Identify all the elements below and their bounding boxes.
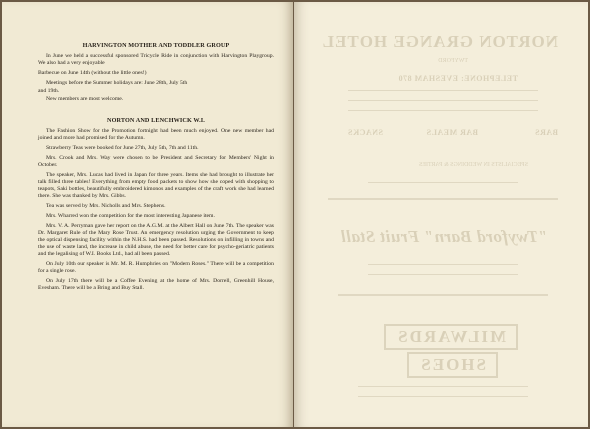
left-page: [2, 2, 293, 427]
paragraph: and 19th.: [38, 88, 60, 94]
paragraph: The speaker, Mrs. Lucas had lived in Japan for three years. Items she had brought to illustrate her talk filled three tables! Everything from empty food packets to show how she coped with shopping to teapots, Saki bottles, beautifully embroidered kimonos and examples of the craft work she had learned there. She was thanked by Mrs. Gibbs.: [38, 172, 274, 199]
paragraph: On July 10th our speaker is Mr. M. R. Humphries on "Modern Roses." There will be a competition for a single rose.: [38, 260, 274, 274]
paragraph: Tea was served by Mrs. Nicholls and Mrs. Stephens.: [46, 202, 166, 209]
paragraph: Mrs. V. A. Perryman gave her report on the A.G.M. at the Albert Hall on June 7th. The speaker was Dr. Margaret Rule of the Mary Rose Trust. An emergency resolution urging the Government to keep the optical dispensing facility within the N.H.S. had been passed. Resolutions on infilling in towns and the use of waste land, the increase in child abuse, the need for better care for psycho-geriatric patients and the legalising of W.I. Books Ltd., had all been passed.: [38, 223, 274, 257]
right-page-show-through: [294, 2, 588, 427]
newsletter-column: [38, 42, 274, 295]
paragraph: Meetings before the Summer holidays are: June 28th, July 5th: [46, 80, 188, 87]
show-through-text: NORTON GRANGE HOTEL: [321, 32, 558, 51]
paragraph: New members are most welcome.: [46, 95, 124, 102]
section-heading-norton-wi: NORTON AND LENCHWICK W.I.: [107, 117, 205, 124]
show-through-text: BAR MEALS: [426, 128, 478, 137]
section-heading-mother-toddler: HARVINGTON MOTHER AND TODDLER GROUP: [82, 42, 230, 49]
right-page: [294, 2, 588, 427]
show-through-text: SNACKS: [347, 128, 383, 137]
show-through-text: MILWARDS: [384, 324, 518, 350]
paragraph: The Fashion Show for the Promotion fortnight had been much enjoyed. One new member had joined and more had promised for the Autumn.: [38, 128, 274, 141]
paragraph: Strawberry Teas were booked for June 27th, July 5th, 7th and 11th.: [46, 145, 199, 151]
show-through-text: TWYFORD: [438, 58, 468, 64]
show-through-text: TELEPHONE: EVESHAM 870: [398, 74, 518, 83]
paragraph: Mrs. Crook and Mrs. Way were chosen to be President and Secretary for Members' Night in October.: [38, 155, 274, 168]
show-through-text: SHOES: [407, 352, 498, 378]
show-through-text: "Twyford Barn" Fruit Stall: [340, 227, 548, 246]
paragraph: Mrs. Wharred won the competition for the most interesting Japanese item.: [46, 213, 215, 219]
paragraph: On July 17th there will be a Coffee Evening at the home of Mrs. Dorrell, Greenhill House, Evesham. There will be a Bring and Buy Stall.: [38, 277, 274, 291]
show-through-text: SPECIALISTS IN WEDDINGS & PARTIES: [419, 162, 528, 168]
show-through-text: BARS: [534, 128, 558, 137]
paragraph: Barbecue on June 14th (without the little ones!): [38, 70, 147, 76]
paragraph: In June we held a successful sponsored Tricycle Ride in conjunction with Harvington Playgroup. We also had a very enjoyable: [38, 53, 274, 66]
